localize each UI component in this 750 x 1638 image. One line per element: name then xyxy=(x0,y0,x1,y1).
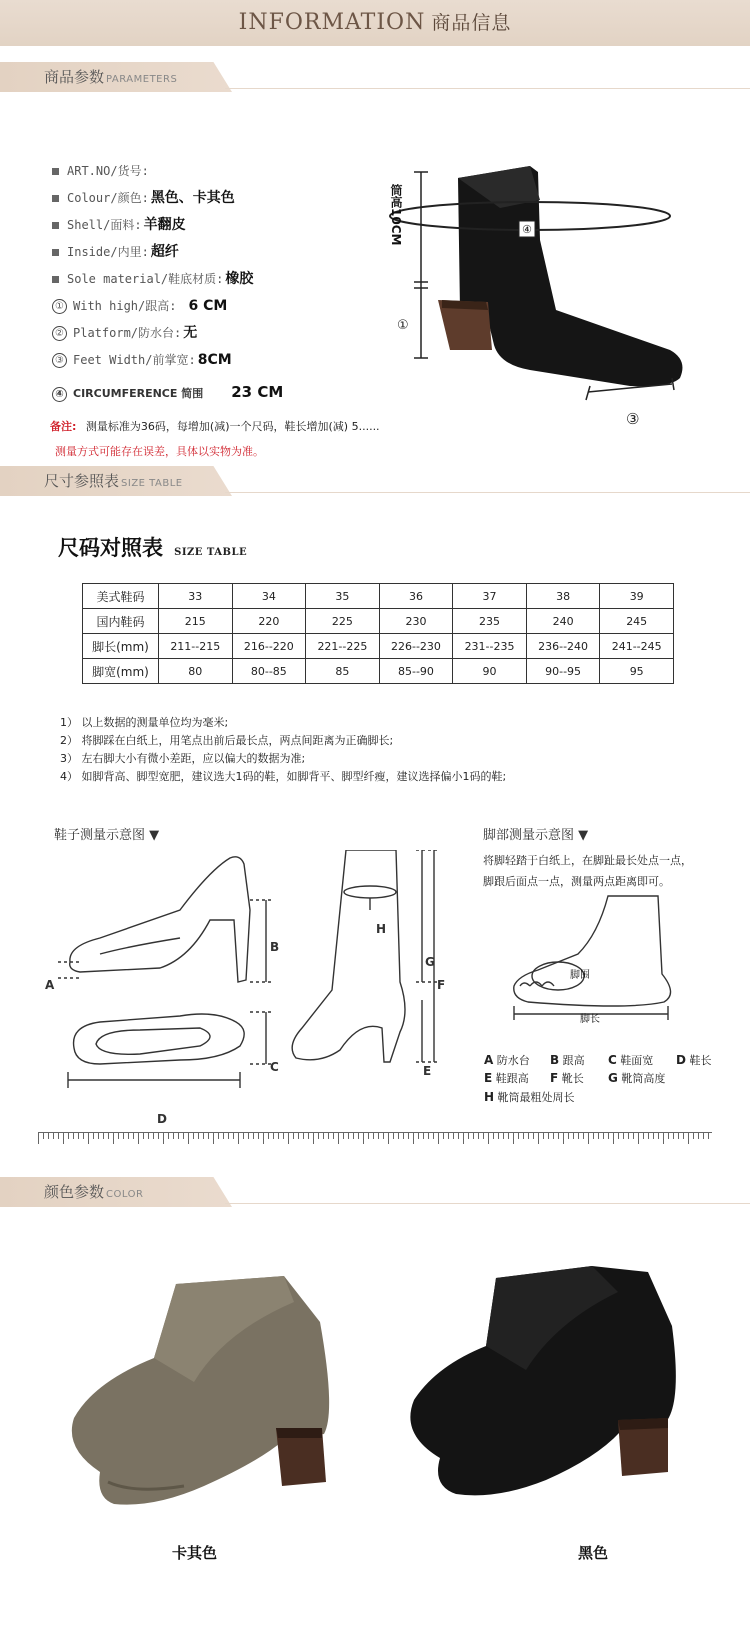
param-platform: ② Platform/防水台: 无 xyxy=(52,322,197,344)
khaki-color-label: 卡其色 xyxy=(172,1544,218,1562)
label-e: E xyxy=(423,1064,432,1078)
black-boot-image xyxy=(396,1262,696,1512)
label-b: B xyxy=(270,940,280,954)
list-item: 2） 将脚踩在白纸上，用笔点出前后最长点，两点间距离为正确脚长; xyxy=(60,734,394,747)
table-row: 美式鞋码 33 34 35 36 37 38 39 xyxy=(83,584,674,609)
size-section-title xyxy=(44,466,183,496)
bullet-icon xyxy=(52,195,59,202)
bullet-icon xyxy=(52,249,59,256)
table-row: 脚长(mm) 211--215 216--220 221--225 226--230 231--235 236--240 241--245 xyxy=(83,634,674,659)
ruler-major-ticks xyxy=(38,1132,712,1146)
shoe-measurement-diagram xyxy=(40,850,460,1130)
legend-f: F 靴长 xyxy=(550,1071,584,1085)
param-circumference: ④ CIRCUMFERENCE 简围 23 CM xyxy=(52,381,283,403)
param-art-no: ART.NO/货号: xyxy=(52,160,151,182)
list-item: 4） 如脚背高、脚型宽肥，建议选大1码的鞋，如脚背平、脚型纤瘦，建议选择偏小1码的鞋; xyxy=(60,770,507,783)
param-heel-height: ① With high/跟高: 6 CM xyxy=(52,295,227,317)
mark-3: ③ xyxy=(626,410,640,428)
param-sole-material: Sole material/鞋底材质: 橡胶 xyxy=(52,268,253,290)
legend-e: E 鞋跟高 xyxy=(484,1071,529,1085)
color-section-en: COLOR xyxy=(106,1189,144,1200)
param-feet-width: ③ Feet Width/前掌宽: 8CM xyxy=(52,349,232,371)
params-section-divider xyxy=(225,88,750,89)
label-f: F xyxy=(437,978,446,992)
bullet-icon xyxy=(52,222,59,229)
list-item: 3） 左右脚大小有微小差距，应以偏大的数据为准; xyxy=(60,752,306,765)
label-h: H xyxy=(376,922,387,936)
shaft-height-label: 筒高10CM xyxy=(389,184,403,246)
banner-title-en: INFORMATION xyxy=(238,10,426,35)
foot-measure-caption: 脚部测量示意图 ▼ xyxy=(483,828,589,843)
label-c: C xyxy=(270,1060,279,1074)
param-colour: Colour/颜色: 黑色、卡其色 xyxy=(52,187,235,209)
mark-4: ④ xyxy=(522,223,532,236)
bullet-icon xyxy=(52,168,59,175)
foot-girth-label: 脚围 xyxy=(570,970,590,981)
banner-title-zh: 商品信息 xyxy=(431,12,512,34)
color-section-title xyxy=(44,1177,143,1207)
size-table xyxy=(82,583,674,684)
color-section-divider xyxy=(225,1203,750,1204)
size-notes xyxy=(60,714,506,786)
list-item: 1） 以上数据的测量单位均为毫米; xyxy=(60,716,229,729)
legend-c: C 鞋面宽 xyxy=(608,1053,654,1067)
khaki-boot-image xyxy=(44,1272,344,1522)
size-section-zh: 尺寸参照表 xyxy=(44,472,120,490)
shoe-measure-caption: 鞋子测量示意图 ▼ xyxy=(54,828,160,843)
param-shell: Shell/面料: 羊翻皮 xyxy=(52,214,186,236)
params-section-en: PARAMETERS xyxy=(106,74,178,85)
boot-measurement-diagram xyxy=(380,160,720,435)
legend-d: D 鞋长 xyxy=(676,1053,712,1067)
foot-length-label: 脚长 xyxy=(580,1014,600,1025)
legend-h: H 靴筒最粗处周长 xyxy=(484,1090,575,1104)
table-row: 脚宽(mm) 80 80--85 85 85--90 90 90--95 95 xyxy=(83,659,674,684)
legend-b: B 跟高 xyxy=(550,1053,585,1067)
param-inside: Inside/内里: 超纤 xyxy=(52,241,179,263)
size-section-divider xyxy=(225,492,750,493)
legend-a: A 防水台 xyxy=(484,1053,530,1067)
bullet-icon xyxy=(52,276,59,283)
label-d: D xyxy=(157,1112,167,1126)
mark-1: ① xyxy=(397,318,409,333)
banner-title xyxy=(0,0,750,46)
foot-diagram xyxy=(508,894,690,1024)
size-section-en: SIZE TABLE xyxy=(121,478,183,489)
measurement-note: 备注: 测量标准为36码，每增加(减)一个尺码，鞋长增加(减) 5...... xyxy=(50,420,380,433)
size-table-title: 尺码对照表 SIZE TABLE xyxy=(58,535,248,560)
label-g: G xyxy=(425,955,435,969)
params-section-title xyxy=(44,62,177,92)
legend-g: G 靴筒高度 xyxy=(608,1071,666,1085)
table-row: 国内鞋码 215 220 225 230 235 240 245 xyxy=(83,609,674,634)
measurement-disclaimer: 测量方式可能存在误差，具体以实物为准。 xyxy=(55,445,264,458)
color-section-zh: 颜色参数 xyxy=(44,1183,105,1201)
label-a: A xyxy=(45,978,55,992)
black-color-label: 黑色 xyxy=(578,1544,609,1562)
foot-measure-desc: 将脚轻踏于白纸上，在脚趾最长处点一点， 脚跟后面点一点，测量两点距离即可。 xyxy=(483,854,692,888)
params-section-zh: 商品参数 xyxy=(44,68,105,86)
